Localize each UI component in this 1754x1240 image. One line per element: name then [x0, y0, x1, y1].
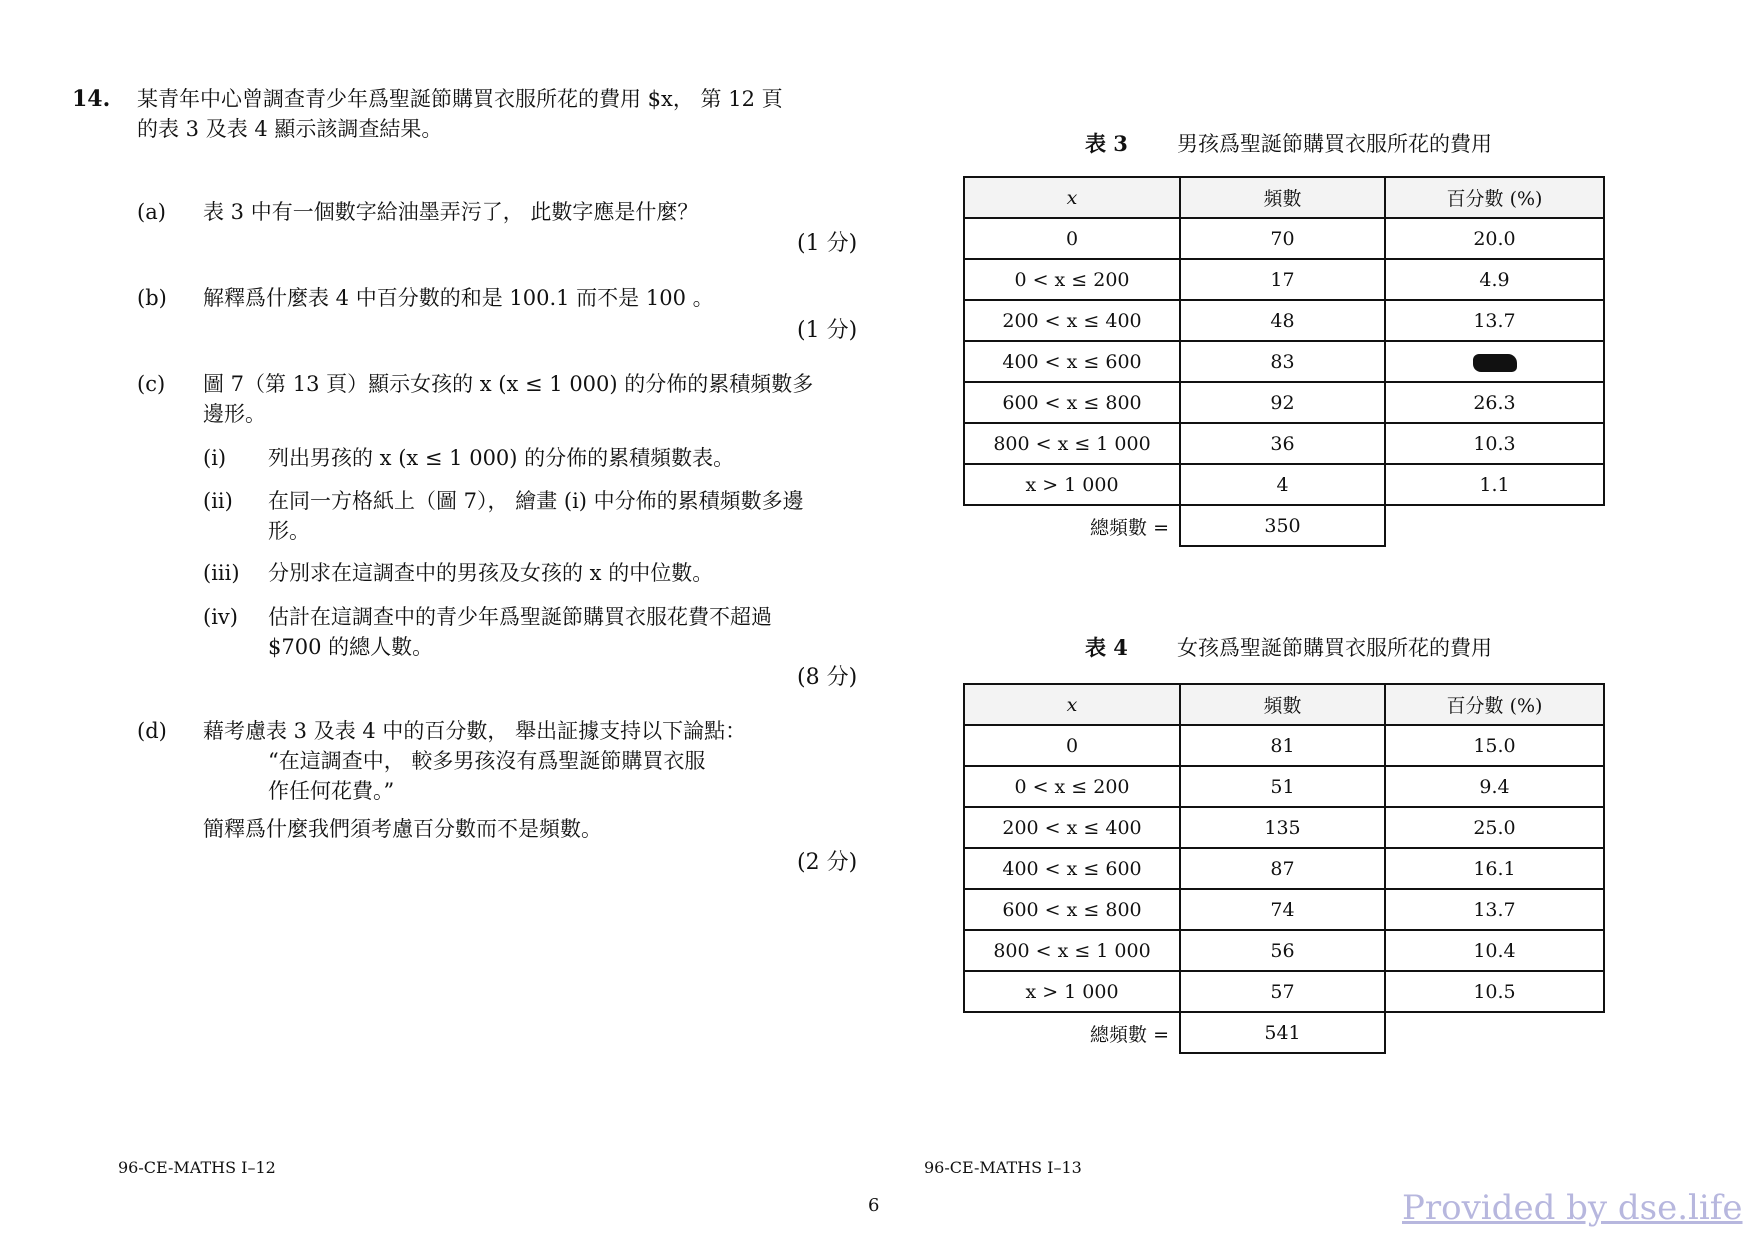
table-4-cell-frequency: 81	[1180, 725, 1385, 766]
table-row	[964, 889, 1604, 930]
table-4-cell-frequency: 57	[1180, 971, 1385, 1012]
table-3-title: 男孩爲聖誕節購買衣服所花的費用	[1177, 132, 1492, 156]
table-row	[964, 971, 1604, 1012]
table-4-header-x: x	[964, 684, 1180, 725]
table-3	[963, 176, 1605, 547]
table-row	[964, 259, 1604, 300]
table-3-cell-x: 0	[964, 218, 1180, 259]
part-d-label: (d)	[137, 719, 167, 743]
table-3-cell-x: 200 < x ≤ 400	[964, 300, 1180, 341]
subpart-ii-text-line1: 在同一方格紙上（圖 7）， 繪畫 (i) 中分佈的累積頻數多邊	[268, 489, 804, 513]
part-b-text: 解釋爲什麼表 4 中百分數的和是 100.1 而不是 100 。	[203, 286, 714, 310]
part-d-quote-line2: 作任何花費。”	[268, 779, 395, 803]
table-4-total-value: 541	[1180, 1012, 1385, 1053]
subpart-iv-text-line1: 估計在這調查中的青少年爲聖誕節購買衣服花費不超過	[268, 605, 772, 629]
table-3-cell-percentage: 20.0	[1385, 218, 1604, 259]
part-a-text: 表 3 中有一個數字給油墨弄污了， 此數字應是什麼？	[203, 200, 699, 224]
ink-smudge	[1473, 354, 1517, 372]
watermark-link[interactable]: Provided by dse.life	[1402, 1188, 1743, 1228]
table-4-cell-frequency: 51	[1180, 766, 1385, 807]
subpart-ii-text-line2: 形。	[268, 519, 310, 543]
table-4-cell-percentage: 16.1	[1385, 848, 1604, 889]
table-3-cell-frequency: 70	[1180, 218, 1385, 259]
part-d-marks: (2 分)	[797, 850, 858, 875]
table-3-total-label: 總頻數 =	[1090, 516, 1169, 539]
footer-right-code: 96-CE-MATHS I–13	[924, 1158, 1082, 1177]
part-b-marks: (1 分)	[797, 318, 858, 343]
table-4-cell-x: 800 < x ≤ 1 000	[964, 930, 1180, 971]
part-c-text-line1: 圖 7（第 13 頁）顯示女孩的 x (x ≤ 1 000) 的分佈的累積頻數多	[203, 372, 814, 396]
table-row	[964, 807, 1604, 848]
table-3-cell-x: 400 < x ≤ 600	[964, 341, 1180, 382]
table-3-header-percentage: 百分數 (%)	[1385, 177, 1604, 218]
part-c-marks: (8 分)	[797, 665, 858, 690]
table-4-cell-percentage: 15.0	[1385, 725, 1604, 766]
table-4-total-label: 總頻數 =	[1090, 1023, 1169, 1046]
subpart-iii-text: 分別求在這調查中的男孩及女孩的 x 的中位數。	[268, 561, 714, 585]
table-3-total-value: 350	[1180, 505, 1385, 546]
table-4-blank-cell	[1385, 1012, 1604, 1053]
table-4-cell-frequency: 74	[1180, 889, 1385, 930]
subpart-iv-text-line2: $700 的總人數。	[268, 635, 434, 659]
table-4-label: 表 4	[1085, 635, 1128, 660]
table-3-cell-smudged	[1385, 341, 1604, 382]
table-4-cell-percentage: 13.7	[1385, 889, 1604, 930]
table-3-label: 表 3	[1085, 131, 1128, 156]
table-row	[964, 341, 1604, 382]
question-number: 14.	[72, 86, 111, 112]
table-3-cell-frequency: 83	[1180, 341, 1385, 382]
table-row	[964, 725, 1604, 766]
part-d-quote-line1: “在這調查中， 較多男孩沒有爲聖誕節購買衣服	[268, 749, 706, 773]
table-4-total-row	[964, 1012, 1604, 1053]
question-intro-line1: 某青年中心曾調查青少年爲聖誕節購買衣服所花的費用 $x， 第 12 頁	[137, 87, 783, 111]
table-4-cell-x: x > 1 000	[964, 971, 1180, 1012]
table-3-caption	[1085, 128, 1492, 158]
table-4-cell-x: 0	[964, 725, 1180, 766]
table-3-blank-cell	[1385, 505, 1604, 546]
table-3-cell-percentage: 26.3	[1385, 382, 1604, 423]
part-d-text-line4: 簡釋爲什麼我們須考慮百分數而不是頻數。	[203, 817, 602, 841]
table-row	[964, 423, 1604, 464]
table-4-cell-percentage: 10.4	[1385, 930, 1604, 971]
table-row	[964, 382, 1604, 423]
subpart-ii-label: (ii)	[203, 489, 233, 513]
footer-left-code: 96-CE-MATHS I–12	[118, 1158, 276, 1177]
subpart-i-text: 列出男孩的 x (x ≤ 1 000) 的分佈的累積頻數表。	[268, 446, 735, 470]
table-row	[964, 464, 1604, 505]
table-3-cell-percentage: 1.1	[1385, 464, 1604, 505]
table-4	[963, 683, 1605, 1054]
table-row	[964, 848, 1604, 889]
table-4-title: 女孩爲聖誕節購買衣服所花的費用	[1177, 636, 1492, 660]
table-4-header-percentage: 百分數 (%)	[1385, 684, 1604, 725]
table-3-cell-x: 0 < x ≤ 200	[964, 259, 1180, 300]
part-d-text-line1: 藉考慮表 3 及表 4 中的百分數， 舉出証據支持以下論點：	[203, 719, 747, 743]
table-3-cell-x: x > 1 000	[964, 464, 1180, 505]
table-4-cell-frequency: 87	[1180, 848, 1385, 889]
table-4-cell-frequency: 56	[1180, 930, 1385, 971]
table-4-cell-frequency: 135	[1180, 807, 1385, 848]
table-4-cell-x: 600 < x ≤ 800	[964, 889, 1180, 930]
subpart-i-label: (i)	[203, 446, 227, 470]
table-3-cell-frequency: 48	[1180, 300, 1385, 341]
table-row	[964, 930, 1604, 971]
part-b-label: (b)	[137, 286, 167, 310]
page-number: 6	[868, 1195, 880, 1216]
table-4-header-frequency: 頻數	[1180, 684, 1385, 725]
part-c-text-line2: 邊形。	[203, 402, 266, 426]
part-a-label: (a)	[137, 200, 166, 224]
table-row	[964, 300, 1604, 341]
table-3-cell-percentage: 4.9	[1385, 259, 1604, 300]
part-a-marks: (1 分)	[797, 231, 858, 256]
part-c-label: (c)	[137, 372, 166, 396]
table-3-header-frequency: 頻數	[1180, 177, 1385, 218]
table-3-cell-frequency: 4	[1180, 464, 1385, 505]
table-4-cell-percentage: 10.5	[1385, 971, 1604, 1012]
table-3-cell-x: 600 < x ≤ 800	[964, 382, 1180, 423]
table-4-caption	[1085, 632, 1492, 662]
table-4-cell-x: 400 < x ≤ 600	[964, 848, 1180, 889]
table-3-cell-percentage: 13.7	[1385, 300, 1604, 341]
table-3-total-row	[964, 505, 1604, 546]
table-4-cell-x: 200 < x ≤ 400	[964, 807, 1180, 848]
table-4-cell-percentage: 25.0	[1385, 807, 1604, 848]
table-row	[964, 766, 1604, 807]
table-3-cell-frequency: 92	[1180, 382, 1385, 423]
table-3-cell-x: 800 < x ≤ 1 000	[964, 423, 1180, 464]
table-3-cell-frequency: 36	[1180, 423, 1385, 464]
table-3-cell-percentage: 10.3	[1385, 423, 1604, 464]
table-3-cell-frequency: 17	[1180, 259, 1385, 300]
question-intro-line2: 的表 3 及表 4 顯示該調查結果。	[137, 117, 443, 141]
table-row	[964, 218, 1604, 259]
subpart-iii-label: (iii)	[203, 561, 240, 585]
table-3-header-x: x	[964, 177, 1180, 218]
subpart-iv-label: (iv)	[203, 605, 238, 629]
table-4-cell-x: 0 < x ≤ 200	[964, 766, 1180, 807]
table-4-cell-percentage: 9.4	[1385, 766, 1604, 807]
